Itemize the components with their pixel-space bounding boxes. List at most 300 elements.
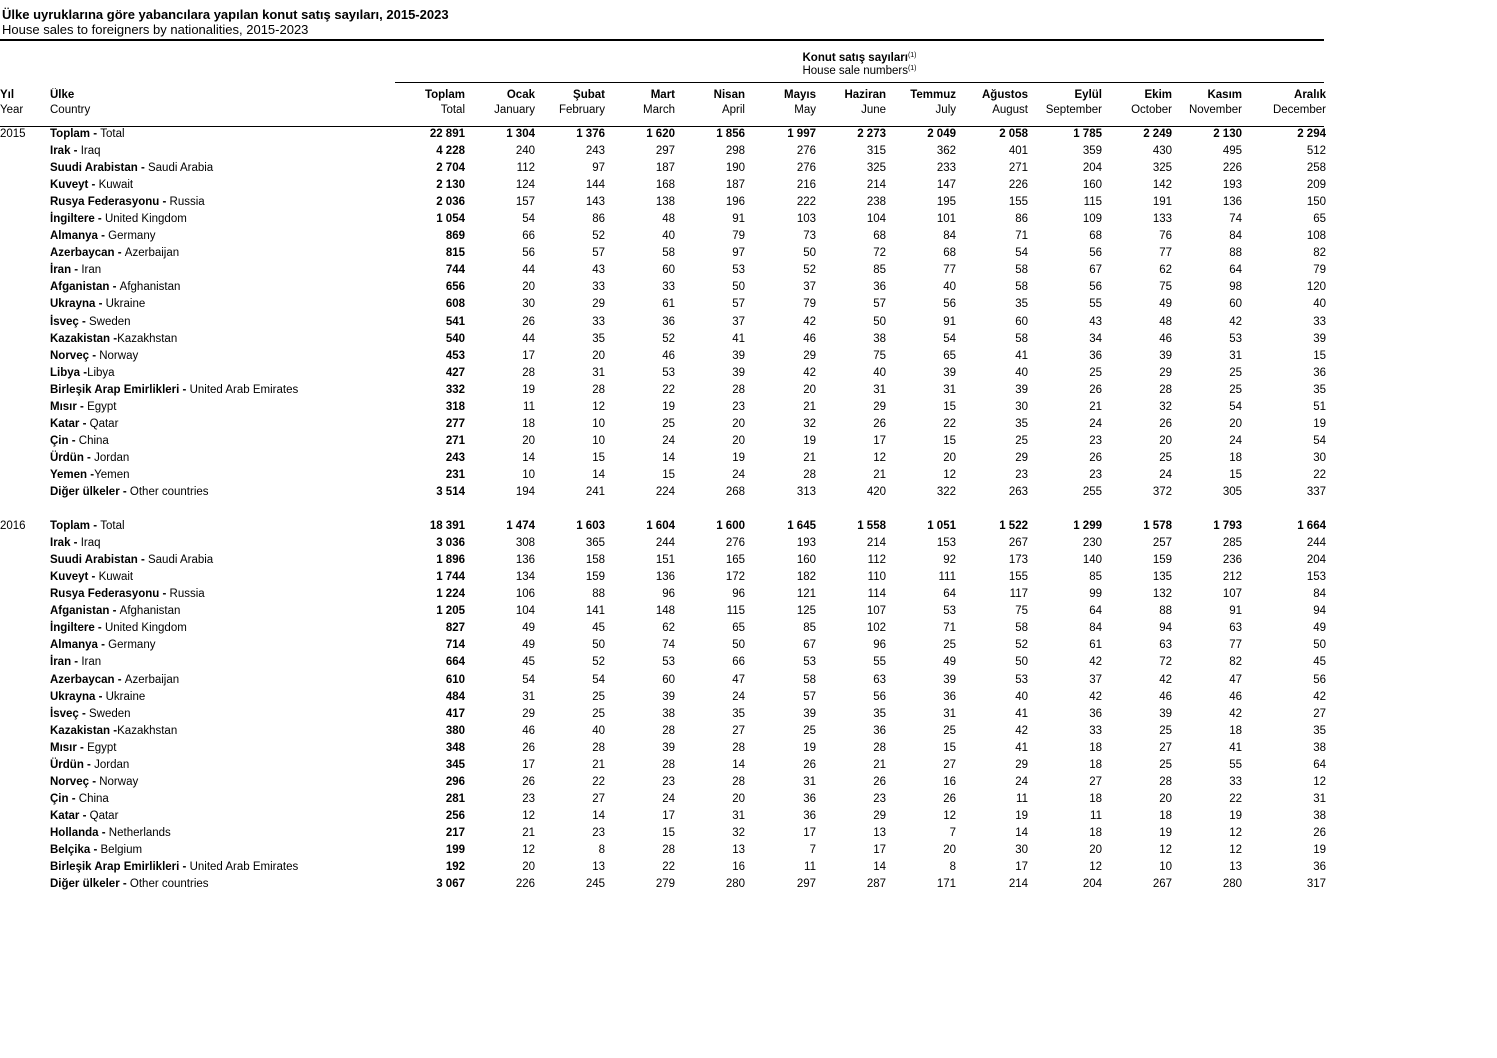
month-value-cell: 45 [1313,656,1326,669]
month-value-cell: 285 [1222,537,1242,550]
month-value-cell: 158 [585,554,605,567]
total-cell: 348 [445,741,465,754]
month-value-cell: 27 [592,792,605,805]
total-cell: 453 [445,349,465,362]
month-value-cell: 72 [1159,656,1172,669]
column-header-english: April [721,103,745,116]
footnote-mark: (1) [907,65,917,72]
month-value-cell: 204 [1082,878,1102,891]
month-value-cell: 236 [1222,554,1242,567]
month-value-cell: 41 [1015,349,1028,362]
country-separator: - [98,826,109,839]
table-row [0,194,1329,211]
month-value-cell: 56 [1313,673,1326,686]
month-value-cell: 50 [732,639,745,652]
month-value-cell: 26 [943,792,956,805]
month-value-cell: 337 [1306,486,1326,498]
column-group-header [395,52,1324,78]
month-value-cell: 104 [515,605,535,618]
month-value-cell: 30 [522,298,535,311]
month-value-cell: 64 [943,588,956,601]
month-value-cell: 196 [725,196,745,209]
month-value-cell: 19 [1015,809,1028,822]
country-cell [50,279,395,296]
month-value-cell: 244 [1306,537,1326,550]
month-value-cell: 53 [732,264,745,277]
year-cell [0,654,50,671]
month-value-cell: 85 [1089,571,1102,584]
country-name-turkish: Almanya [50,639,98,652]
month-value-cell: 96 [873,639,886,652]
month-value-cell: 43 [592,264,605,277]
country-name-turkish: Suudi Arabistan [50,162,138,175]
month-value-cell: 26 [522,315,535,328]
month-value-cell: 91 [943,315,956,328]
month-value-cell: 10 [592,417,605,430]
month-value-cell: 61 [662,298,675,311]
month-value-cell: 160 [1082,179,1102,192]
total-cell: 484 [445,690,465,703]
month-value-cell: 20 [943,451,956,464]
month-value-cell: 15 [943,741,956,754]
month-value-cell: 58 [1015,332,1028,345]
month-value-cell: 209 [1306,179,1326,192]
month-value-cell: 32 [1159,400,1172,413]
country-name-turkish: İngiltere [50,622,95,635]
year-cell [0,484,50,501]
year-cell: 2016 [0,520,26,533]
country-separator: - [137,554,148,567]
month-value-cell: 140 [1082,554,1102,567]
month-value-cell: 21 [873,758,886,771]
month-value-cell: 30 [1015,400,1028,413]
month-value-cell: 141 [585,605,605,618]
country-cell [50,620,395,637]
table-row [0,552,1329,569]
month-value-cell: 2 130 [1213,128,1242,141]
country-name-english: Yemen [94,468,130,481]
month-value-cell: 21 [873,468,886,481]
month-value-cell: 39 [943,366,956,379]
country-separator: - [119,878,130,891]
year-cell [0,228,50,245]
column-header-turkish: Ağustos [982,89,1028,101]
month-value-cell: 172 [725,571,745,584]
country-separator: - [94,213,105,226]
month-value-cell: 41 [732,332,745,345]
country-separator: - [159,588,170,601]
country-name-english: China [78,434,109,447]
month-value-cell: 53 [1229,332,1242,345]
month-value-cell: 15 [662,826,675,839]
month-value-cell: 79 [803,298,816,311]
month-value-cell: 25 [1229,366,1242,379]
total-cell: 2 130 [436,179,465,192]
month-value-cell: 14 [873,861,886,874]
year-cell [0,194,50,211]
year-cell [0,637,50,654]
country-separator: - [109,605,120,618]
column-header-turkish: Yıl [0,89,15,101]
month-value-cell: 39 [1313,332,1326,345]
month-value-cell: 159 [585,571,605,584]
month-value-cell: 84 [1229,230,1242,243]
country-name-english: Kazakhstan [117,332,178,345]
month-value-cell: 46 [1159,690,1172,703]
year-cell [0,262,50,279]
country-cell [50,603,395,620]
month-value-cell: 20 [522,434,535,447]
year-cell [0,211,50,228]
country-name-turkish: Hollanda [50,826,99,839]
month-value-cell: 187 [725,179,745,192]
country-separator: - [89,349,100,362]
month-value-cell: 39 [1159,707,1172,720]
month-value-cell: 18 [1089,741,1102,754]
country-separator: - [88,179,99,192]
month-value-cell: 21 [522,826,535,839]
month-value-cell: 193 [1222,179,1242,192]
country-separator: - [79,809,90,822]
month-value-cell: 2 249 [1143,128,1172,141]
month-value-cell: 26 [873,417,886,430]
month-value-cell: 45 [522,656,535,669]
month-value-cell: 50 [803,247,816,260]
total-cell: 608 [445,298,465,311]
country-name-turkish: Norveç [50,349,89,362]
month-value-cell: 42 [1313,690,1326,703]
month-value-cell: 71 [943,622,956,635]
country-name-turkish: Ukrayna [50,298,96,311]
year-cell [0,382,50,399]
year-cell [0,740,50,757]
country-name-turkish: Norveç [50,775,89,788]
country-name-english: Sweden [89,707,131,720]
country-separator: - [110,724,118,737]
month-value-cell: 41 [1015,707,1028,720]
month-value-cell: 79 [732,230,745,243]
month-value-cell: 31 [592,366,605,379]
column-header-english: March [643,103,675,116]
month-value-cell: 40 [1015,690,1028,703]
year-cell [0,365,50,382]
month-value-cell: 84 [1089,622,1102,635]
month-value-cell: 74 [1229,213,1242,226]
total-cell: 3 067 [436,878,465,891]
year-cell [0,808,50,825]
month-value-cell: 19 [662,400,675,413]
total-cell: 3 514 [436,486,465,498]
month-value-cell: 31 [732,809,745,822]
month-value-cell: 40 [1313,298,1326,311]
month-value-cell: 12 [592,400,605,413]
total-cell: 540 [445,332,465,345]
country-separator: - [71,264,82,277]
month-value-cell: 19 [1313,417,1326,430]
month-value-cell: 17 [803,826,816,839]
month-value-cell: 54 [592,673,605,686]
total-cell: 2 704 [436,162,465,175]
month-value-cell: 21 [803,400,816,413]
month-value-cell: 64 [1089,605,1102,618]
table-row [0,331,1329,348]
country-name-turkish: İsveç [50,707,79,720]
country-cell [50,791,395,808]
column-header-english: December [1272,103,1326,116]
month-value-cell: 58 [1015,264,1028,277]
month-value-cell: 12 [943,809,956,822]
month-value-cell: 23 [592,826,605,839]
month-value-cell: 18 [1229,724,1242,737]
country-cell [50,740,395,757]
month-value-cell: 97 [592,162,605,175]
country-separator: - [68,434,79,447]
month-value-cell: 56 [943,298,956,311]
month-value-cell: 19 [803,741,816,754]
month-value-cell: 226 [515,878,535,891]
table-row [0,808,1329,825]
column-header-turkish: Kasım [1207,89,1242,101]
group-spacer [0,501,1329,518]
month-value-cell: 121 [796,588,816,601]
country-name-english: Jordan [94,758,130,771]
month-value-cell: 17 [522,349,535,362]
month-value-cell: 107 [866,605,886,618]
column-header [395,88,468,126]
month-value-cell: 84 [943,230,956,243]
country-cell [50,450,395,467]
country-cell [50,535,395,552]
country-separator: - [90,843,101,856]
month-value-cell: 160 [796,554,816,567]
month-value-cell: 20 [522,281,535,294]
month-value-cell: 24 [1089,417,1102,430]
month-value-cell: 77 [943,264,956,277]
month-value-cell: 57 [803,690,816,703]
month-value-cell: 28 [592,741,605,754]
country-separator: - [179,861,190,874]
month-value-cell: 79 [1313,264,1326,277]
country-cell [50,757,395,774]
month-value-cell: 12 [1313,775,1326,788]
month-value-cell: 2 058 [999,128,1028,141]
month-value-cell: 36 [1313,366,1326,379]
month-value-cell: 27 [732,724,745,737]
header-row [0,88,1329,126]
country-name-turkish: Yemen [50,468,88,481]
month-value-cell: 112 [516,162,535,175]
table-row [0,586,1329,603]
table-row [0,245,1329,262]
total-cell: 1 205 [436,605,465,618]
total-cell: 427 [445,366,465,379]
month-value-cell: 30 [1313,451,1326,464]
month-value-cell: 222 [796,196,816,209]
month-value-cell: 57 [873,298,886,311]
month-value-cell: 51 [1313,400,1326,413]
month-value-cell: 71 [1015,230,1028,243]
year-cell [0,467,50,484]
year-cell [0,399,50,416]
country-name-turkish: Çin [50,434,69,447]
month-value-cell: 33 [1313,315,1326,328]
country-cell [50,467,395,484]
month-value-cell: 267 [1152,878,1172,891]
year-cell [0,279,50,296]
month-value-cell: 1 856 [716,128,745,141]
month-value-cell: 255 [1082,486,1102,498]
month-value-cell: 132 [1152,588,1172,601]
month-value-cell: 25 [943,639,956,652]
month-value-cell: 25 [1159,758,1172,771]
month-value-cell: 28 [1159,383,1172,396]
column-header [1175,88,1245,126]
country-separator: - [76,400,88,413]
month-value-cell: 271 [1008,162,1028,175]
month-value-cell: 20 [943,843,956,856]
total-cell: 296 [445,775,465,788]
month-value-cell: 115 [1083,196,1102,209]
month-value-cell: 62 [662,622,675,635]
country-name-turkish: Ukrayna [50,690,96,703]
month-value-cell: 92 [943,554,956,567]
month-value-cell: 157 [515,196,535,209]
column-header-turkish: Ekim [1144,89,1172,101]
total-cell: 869 [445,230,465,243]
month-value-cell: 19 [1313,843,1326,856]
month-value-cell: 85 [873,264,886,277]
table-row [0,723,1329,740]
month-value-cell: 155 [1008,571,1028,584]
country-name-english: Netherlands [108,826,171,839]
column-header-turkish: Mayıs [784,89,816,101]
total-cell: 277 [445,417,465,430]
month-value-cell: 39 [803,707,816,720]
month-value-cell: 27 [943,758,956,771]
table-body [0,126,1329,893]
month-value-cell: 27 [1159,741,1172,754]
month-value-cell: 10 [1159,861,1172,874]
country-name-turkish: Kuveyt [50,179,89,192]
month-value-cell: 14 [522,451,535,464]
column-header-turkish: Ülke [50,89,75,101]
month-value-cell: 94 [1313,605,1326,618]
month-value-cell: 36 [873,724,886,737]
month-value-cell: 287 [866,878,886,891]
country-cell [50,228,395,245]
month-value-cell: 14 [662,451,675,464]
country-name-turkish: Katar [50,809,80,822]
month-value-cell: 27 [1313,707,1326,720]
table-row [0,672,1329,689]
total-cell: 318 [445,400,465,413]
country-name-english: Russia [169,196,205,209]
table-row [0,689,1329,706]
month-value-cell: 50 [1015,656,1028,669]
month-value-cell: 1 474 [506,520,535,533]
month-value-cell: 46 [1229,690,1242,703]
month-value-cell: 54 [522,673,535,686]
country-separator: - [71,656,82,669]
month-value-cell: 49 [522,639,535,652]
month-value-cell: 240 [515,145,535,158]
month-value-cell: 111 [938,571,956,584]
table-row [0,416,1329,433]
month-value-cell: 65 [943,349,956,362]
country-cell [50,586,395,603]
month-value-cell: 20 [1159,792,1172,805]
month-value-cell: 10 [522,468,535,481]
month-value-cell: 21 [592,758,605,771]
country-name-turkish: İran [50,656,72,669]
month-value-cell: 66 [732,656,745,669]
month-value-cell: 25 [1159,451,1172,464]
country-name-english: China [78,792,109,805]
total-cell: 815 [445,247,465,260]
table-row [0,774,1329,791]
month-value-cell: 359 [1082,145,1102,158]
month-value-cell: 25 [592,707,605,720]
year-cell [0,876,50,893]
year-cell [0,314,50,331]
table-row [0,399,1329,416]
table-row [0,569,1329,586]
month-value-cell: 26 [522,775,535,788]
month-value-cell: 107 [1222,588,1242,601]
month-value-cell: 85 [803,622,816,635]
month-value-cell: 214 [866,537,886,550]
month-value-cell: 7 [809,843,816,856]
month-value-cell: 150 [1306,196,1326,209]
column-header [608,88,678,126]
country-cell [50,365,395,382]
country-cell [50,143,395,160]
month-value-cell: 35 [1015,298,1028,311]
month-value-cell: 1 578 [1143,520,1172,533]
month-value-cell: 36 [662,315,675,328]
month-value-cell: 32 [803,417,816,430]
country-name-english: Ukraine [105,690,146,703]
country-cell [50,552,395,569]
total-cell: 3 036 [436,537,465,550]
month-value-cell: 42 [1015,724,1028,737]
month-value-cell: 57 [732,298,745,311]
month-value-cell: 23 [662,775,675,788]
month-value-cell: 37 [1089,673,1102,686]
month-value-cell: 20 [732,434,745,447]
month-value-cell: 63 [873,673,886,686]
month-value-cell: 35 [1313,383,1326,396]
month-value-cell: 11 [804,861,816,874]
month-value-cell: 1 522 [999,520,1028,533]
country-name-english: Azerbaijan [124,247,180,260]
month-value-cell: 15 [943,434,956,447]
country-name-english: Iran [81,656,102,669]
total-cell: 4 228 [436,145,465,158]
month-value-cell: 230 [1082,537,1102,550]
month-value-cell: 67 [1089,264,1102,277]
month-value-cell: 28 [522,366,535,379]
month-value-cell: 26 [1159,417,1172,430]
country-separator: - [114,673,125,686]
month-value-cell: 136 [515,554,535,567]
month-value-cell: 23 [873,792,886,805]
month-value-cell: 23 [1089,434,1102,447]
month-value-cell: 136 [655,571,675,584]
month-value-cell: 21 [803,451,816,464]
country-name-turkish: Afganistan [50,605,110,618]
country-name-turkish: Birleşik Arap Emirlikleri [50,861,180,874]
